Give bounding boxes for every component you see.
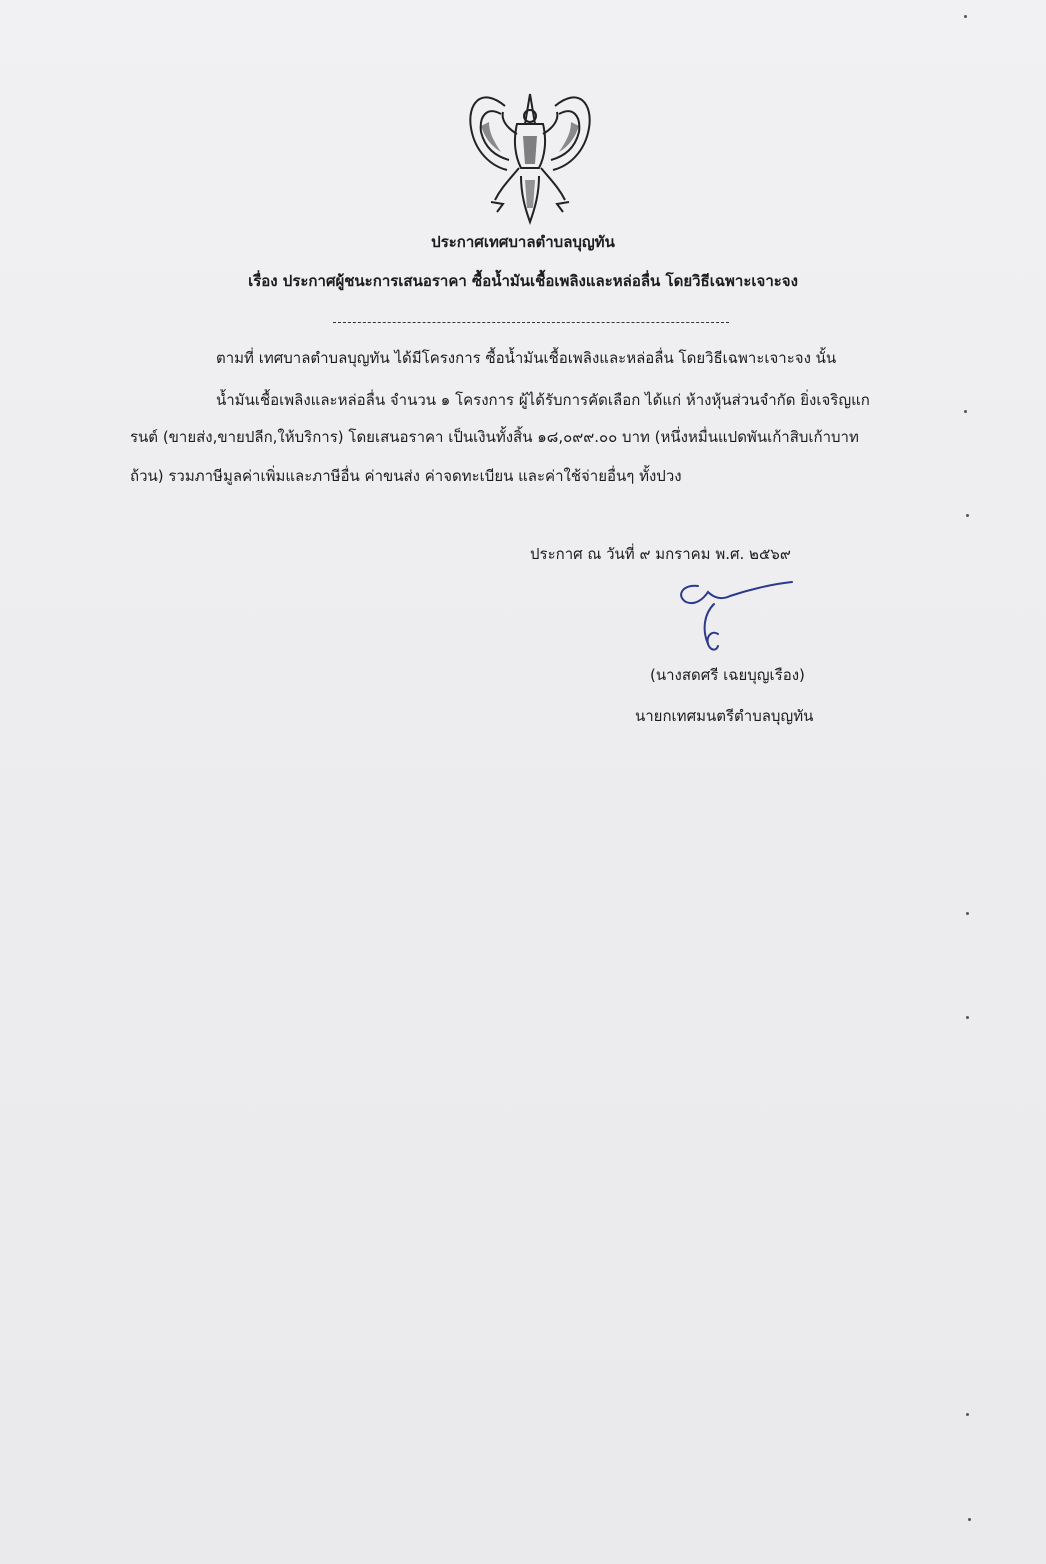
garuda-emblem-icon <box>461 76 599 232</box>
body-paragraph-line: น้ำมันเชื้อเพลิงและหล่อลื่น จำนวน ๑ โครงการ ผู้ได้รับการคัดเลือก ได้แก่ ห้างหุ้นส่วนจำกัด ยิ่งเจริญแก <box>216 391 870 409</box>
paper-speck <box>966 1016 969 1019</box>
document-title: ประกาศเทศบาลตำบลบุญทัน <box>431 233 615 251</box>
signer-name: (นางสดศรี เฉยบุญเรือง) <box>650 666 805 684</box>
paper-speck <box>966 1413 969 1416</box>
paper-speck <box>964 410 967 413</box>
paper-speck <box>966 514 969 517</box>
paper-speck <box>966 912 969 915</box>
signature-icon <box>668 574 800 656</box>
paper-speck <box>968 1518 971 1521</box>
body-paragraph-line: ตามที่ เทศบาลตำบลบุญทัน ได้มีโครงการ ซื้อน้ำมันเชื้อเพลิงและหล่อลื่น โดยวิธีเฉพาะเจาะจง นั้น <box>216 349 837 367</box>
signer-position: นายกเทศมนตรีตำบลบุญทัน <box>635 707 814 725</box>
body-paragraph-line: รนต์ (ขายส่ง,ขายปลีก,ให้บริการ) โดยเสนอราคา เป็นเงินทั้งสิ้น ๑๘,๐๙๙.๐๐ บาท (หนึ่งหมื่นแปดพันเก้าสิบเก้าบาท <box>130 428 859 446</box>
document-subject: เรื่อง ประกาศผู้ชนะการเสนอราคา ซื้อน้ำมันเชื้อเพลิงและหล่อลื่น โดยวิธีเฉพาะเจาะจง <box>248 272 798 290</box>
paper-speck <box>964 15 967 18</box>
announcement-date: ประกาศ ณ วันที่ ๙ มกราคม พ.ศ. ๒๕๖๙ <box>530 545 791 563</box>
divider <box>333 322 729 323</box>
body-paragraph-line: ถ้วน) รวมภาษีมูลค่าเพิ่มและภาษีอื่น ค่าขนส่ง ค่าจดทะเบียน และค่าใช้จ่ายอื่นๆ ทั้งปวง <box>130 467 682 485</box>
